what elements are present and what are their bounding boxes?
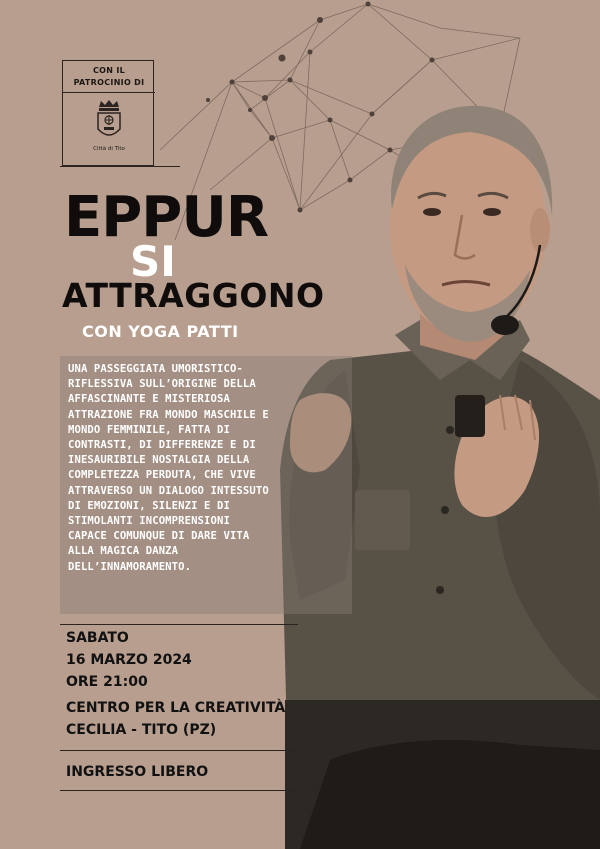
description-text: UNA PASSEGGIATA UMORISTICO- RIFLESSIVA SULL’ORIGINE DELLA AFFASCINANTE E MISTERIOSA ATTRAZIONE FRA MONDO MASCHILE E MONDO FEMMINILE, FATTA DI CONTRASTI, DI DIFFERENZE E DI INESAURIBILE NOSTALGIA DELLA COMPLETEZZA PERDUTA, CHE VIVE ATTRAVERSO UN DIALOGO INTESSUTO DI EMOZIONI, SILENZI E DI STIMOLANTI INCOMPRENSIONI CAPACE COMUNQUE DI DARE VITA ALLA MAGICA DANZA DELL’INNAMORAMENTO. bbox=[68, 363, 269, 573]
patronage-line-1: CON IL bbox=[92, 66, 126, 75]
entry-info: INGRESSO LIBERO bbox=[66, 764, 209, 780]
patronage-divider bbox=[63, 92, 155, 93]
city-name: Città di Tito bbox=[93, 146, 125, 152]
event-day: SABATO bbox=[66, 630, 129, 646]
subtitle: CON YOGA PATTI bbox=[82, 322, 239, 341]
venue-line-1: CENTRO PER LA CREATIVITÀ bbox=[66, 700, 286, 716]
event-date: 16 MARZO 2024 bbox=[66, 652, 192, 668]
patronage-label bbox=[63, 65, 155, 89]
patronage-box bbox=[62, 60, 154, 166]
title-line-1: EPPUR bbox=[64, 185, 268, 250]
city-coat-of-arms-icon bbox=[96, 99, 122, 143]
divider-entry bbox=[60, 750, 298, 751]
event-time: ORE 21:00 bbox=[66, 674, 148, 690]
title-line-2: SI bbox=[130, 237, 176, 286]
divider-bottom bbox=[60, 790, 298, 791]
patronage-line-2: PATROCINIO DI bbox=[73, 78, 145, 87]
divider-top bbox=[60, 166, 180, 167]
divider-event-info bbox=[60, 624, 298, 625]
venue-line-2: CECILIA - TITO (PZ) bbox=[66, 722, 217, 738]
title-line-3: ATTRAGGONO bbox=[62, 276, 325, 315]
